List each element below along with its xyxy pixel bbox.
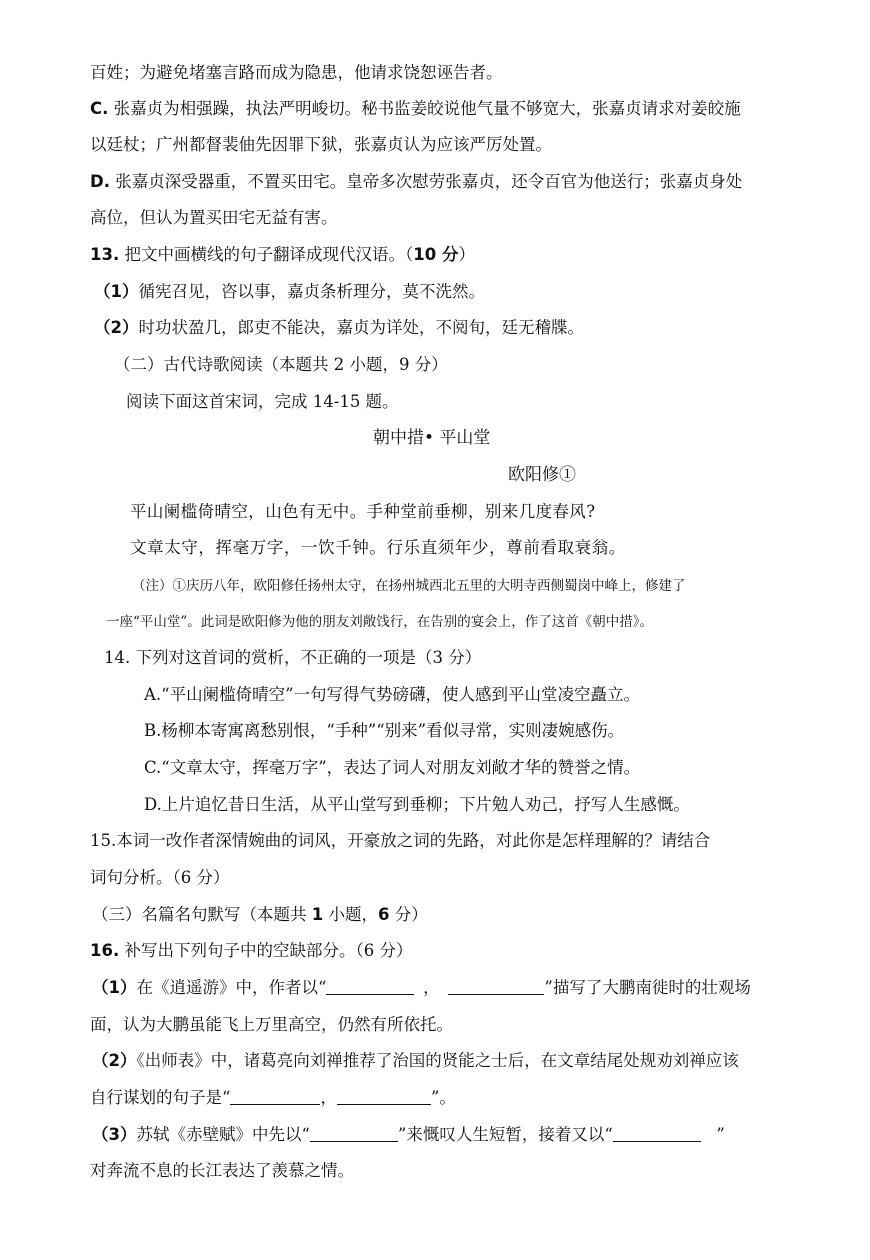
q14-option-a [144,684,640,706]
text: A.“平山阑槛倚晴空”一句写得气势磅礴，使人感到平山堂凌空矗立。 [144,685,641,704]
item-label: （2） [92,1051,137,1070]
text: B.杨柳本寄寓离愁别恨，“手种”“别来”看似寻常，实则凄婉感伤。 [144,721,625,740]
text: 张嘉贞为相强躁，执法严明峻切。秘书监姜皎说他气量不够宽大，张嘉贞请求对姜皎施 [113,99,741,118]
section-heading-recitation [92,904,428,926]
answer-blank[interactable] [448,978,544,995]
text: 小题， [323,905,378,924]
text: 苏轼《赤壁赋》中先以“ [136,1125,310,1144]
text: 百姓；为避免堵塞言路而成为隐患，他请求饶恕诬告者。 [90,63,503,82]
text: ， [423,978,440,997]
question-text: 把文中画横线的句子翻译成现代汉语。（ [124,245,414,264]
q16-item-1-line1 [92,977,751,999]
text: 在《逍遥游》中，作者以“ [136,978,327,997]
question-text: 14. 下列对这首词的赏析，不正确的一项是（3 分） [104,648,482,667]
poem-note-line1 [132,575,686,597]
text: 对奔流不息的长江表达了羡慕之情。 [90,1161,354,1180]
text: 《出师表》中，诸葛亮向刘禅推荐了治国的贤能之士后，在文章结尾处规劝刘禅应该 [136,1051,739,1070]
question-text: 15.本词一改作者深情婉曲的词风，开豪放之词的先路，对此你是怎样理解的？请结合 [90,831,711,850]
text: 张嘉贞深受器重，不置买田宅。皇帝多次慰劳张嘉贞，还令百官为他送行；张嘉贞身处 [115,172,743,191]
poem-verse-2 [130,537,626,559]
text: 高位，但认为置买田宅无益有害。 [90,208,338,227]
text: D.上片追忆昔日生活，从平山堂写到垂柳；下片勉人劝己，抒写人生感慨。 [144,795,690,814]
q13-sentence-1 [94,281,485,303]
section-heading-poetry [114,354,448,376]
text: 朝中措• 平山堂 [373,428,491,448]
option-c-line1 [90,98,741,120]
number: 1 [311,905,324,924]
text: 欧阳修① [508,465,576,485]
answer-blank[interactable] [230,1088,320,1105]
option-d-line2 [90,207,338,229]
q16-item-3-line2 [90,1160,354,1182]
text: 一座“平山堂”。此词是欧阳修为他的朋友刘敞饯行，在告别的宴会上，作了这首《朝中措》。 [106,614,654,630]
q14-option-c [144,757,640,779]
q16-item-2-line2 [90,1087,456,1109]
text: 自行谋划的句子是“ [90,1088,231,1107]
text: 阅读下面这首宋词，完成 14-15 题。 [126,392,399,411]
option-c-line2 [90,134,552,156]
question-number: 13. [90,245,120,264]
item-label: （2） [94,318,139,337]
q14-option-d [144,794,690,816]
question-15-line2 [90,867,230,889]
question-15-line1 [90,830,710,852]
text: ”。 [430,1088,456,1107]
question-14 [104,647,481,669]
text: ） [458,245,475,264]
q16-item-2-line1 [92,1050,739,1072]
answer-blank[interactable] [613,1125,701,1142]
item-label: （1） [92,978,137,997]
text: C.“文章太守，挥毫万字”，表达了词人对朋友刘敞才华的赞誉之情。 [144,758,641,777]
answer-blank[interactable] [326,978,414,995]
score: 10 分 [413,245,459,264]
option-b-line2 [90,62,503,84]
item-label: （1） [94,282,139,301]
q16-item-1-line2 [90,1014,453,1036]
text: 文章太守，挥毫万字，一饮千钟。行乐直须年少，尊前看取衰翁。 [130,538,626,557]
question-13 [90,244,475,266]
answer-blank[interactable] [337,1088,431,1105]
option-label: C. [90,99,109,118]
option-label: D. [90,172,110,191]
text: 以廷杖；广州都督裴伷先因罪下狱，张嘉贞认为应该严厉处置。 [90,135,552,154]
text: 循宪召见，咨以事，嘉贞条析理分，莫不洗然。 [138,282,485,301]
q14-option-b [144,720,624,742]
poem-title [373,427,490,449]
poetry-intro [126,391,399,413]
text: ”描写了大鹏南徙时的壮观场 [544,978,751,997]
text: 时功状盈几，郎吏不能决，嘉贞为详处，不阅旬，廷无稽牒。 [138,318,584,337]
poem-verse-1 [130,501,596,523]
text: 面，认为大鹏虽能飞上万里高空，仍然有所依托。 [90,1015,453,1034]
text: 分） [389,905,428,924]
poem-author [508,464,576,486]
text: ” [716,1125,725,1144]
text: ”来慨叹人生短暂，接着又以“ [397,1125,613,1144]
question-text: 补写出下列句子中的空缺部分。（6 分） [124,941,413,960]
answer-blank[interactable] [310,1125,398,1142]
text: ， [320,1088,337,1107]
q16-item-3-line1 [92,1124,725,1146]
text: （二）古代诗歌阅读（本题共 2 小题，9 分） [114,355,448,374]
score: 6 [377,905,390,924]
option-d-line1 [90,171,742,193]
text: 词句分析。（6 分） [90,868,230,887]
text: （三）名篇名句默写（本题共 [92,905,312,924]
question-number: 16. [90,941,120,960]
poem-note-line2 [106,611,653,633]
question-16 [90,940,412,962]
text: （注）①庆历八年，欧阳修任扬州太守，在扬州城西北五里的大明寺西侧蜀岗中峰上，修建了 [132,578,686,594]
q13-sentence-2 [94,317,584,339]
item-label: （3） [92,1125,137,1144]
text: 平山阑槛倚晴空，山色有无中。手种堂前垂柳，别来几度春风? [130,502,596,521]
